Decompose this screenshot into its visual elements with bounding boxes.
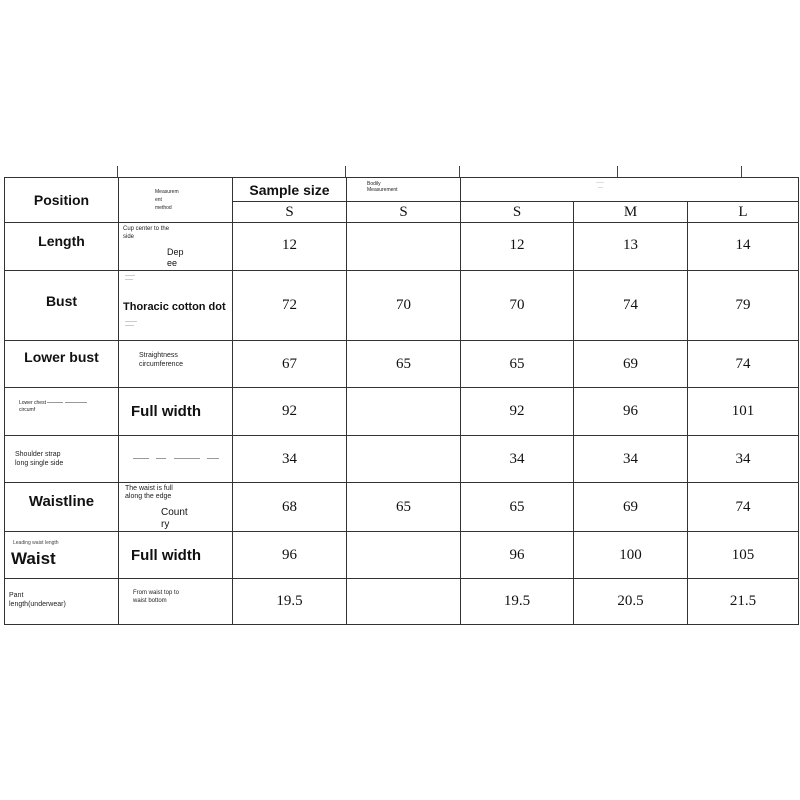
sample-size-header xyxy=(233,178,347,202)
value-cell xyxy=(347,223,461,271)
method-text: Thoracic cotton dot xyxy=(123,300,226,313)
method-extra: Dep ee xyxy=(167,247,184,268)
measure-note-line: ent xyxy=(155,197,162,203)
value-cell xyxy=(347,436,461,483)
position-text: length(underwear) xyxy=(9,601,66,608)
value-cell: 96 xyxy=(574,388,688,436)
method-cell xyxy=(119,223,233,271)
value-cell: 92 xyxy=(461,388,574,436)
position-cell xyxy=(5,483,119,532)
table-row xyxy=(5,436,799,483)
value-cell: 21.5 xyxy=(688,579,799,625)
position-text: Pant xyxy=(9,592,24,599)
value-cell: 74 xyxy=(688,341,799,388)
method-text: waist bottom xyxy=(133,598,167,604)
measure-method-header xyxy=(119,178,233,223)
value-cell: 20.5 xyxy=(574,579,688,625)
value-cell: 65 xyxy=(461,483,574,532)
position-cell xyxy=(5,341,119,388)
size-label: M xyxy=(574,202,688,223)
table-row xyxy=(5,271,799,341)
value-cell: 79 xyxy=(688,271,799,341)
body-measure-note-line: Bodily xyxy=(367,181,381,187)
method-cell xyxy=(119,436,233,483)
method-text: Full width xyxy=(131,403,201,420)
value-cell: 101 xyxy=(688,388,799,436)
value-cell: 12 xyxy=(461,223,574,271)
method-extra: Count ry xyxy=(161,507,188,530)
position-label: Bust xyxy=(45,293,78,309)
position-note: Leading waist length xyxy=(13,540,59,546)
value-cell: 105 xyxy=(688,532,799,579)
size-label: L xyxy=(688,202,799,223)
position-label: Waist xyxy=(11,549,56,568)
position-label: Lower bust xyxy=(24,349,99,365)
position-header xyxy=(5,178,119,223)
position-text: Lower chest xyxy=(19,400,46,406)
value-cell: 70 xyxy=(461,271,574,341)
table-row xyxy=(5,483,799,532)
size-group-header xyxy=(461,178,799,202)
value-cell: 74 xyxy=(688,483,799,532)
position-cell xyxy=(5,436,119,483)
size-label: S xyxy=(347,202,461,223)
table-row xyxy=(5,341,799,388)
position-text-line xyxy=(19,400,118,407)
method-text: side xyxy=(123,234,135,240)
method-cell xyxy=(119,341,233,388)
method-text: circumference xyxy=(139,361,183,368)
dash-mark xyxy=(156,458,166,459)
position-text: Shoulder strap xyxy=(15,451,61,458)
position-text: long single side xyxy=(15,460,64,467)
dash-mark xyxy=(133,458,149,459)
method-cell xyxy=(119,579,233,625)
value-cell: 65 xyxy=(347,483,461,532)
body-measure-header xyxy=(347,178,461,202)
body-measure-note-line: Measurement xyxy=(367,187,398,193)
method-cell xyxy=(119,483,233,532)
table-row xyxy=(5,579,799,625)
sample-size-label: Sample size xyxy=(249,181,330,198)
value-cell: 96 xyxy=(461,532,574,579)
value-cell: 14 xyxy=(688,223,799,271)
value-cell xyxy=(347,532,461,579)
method-text: Full width xyxy=(131,546,201,564)
position-cell xyxy=(5,223,119,271)
table-row xyxy=(5,388,799,436)
value-cell: 34 xyxy=(233,436,347,483)
position-header-label: Position xyxy=(33,192,90,208)
dash-mark xyxy=(207,458,219,459)
method-text: along the edge xyxy=(125,493,172,500)
dash-mark xyxy=(47,402,63,403)
method-text: The waist is full xyxy=(125,485,173,492)
position-label: Length xyxy=(38,233,85,249)
position-cell xyxy=(5,271,119,341)
position-text: circumf xyxy=(19,407,36,413)
position-cell xyxy=(5,579,119,625)
value-cell: 100 xyxy=(574,532,688,579)
table-row xyxy=(5,223,799,271)
method-cell xyxy=(119,271,233,341)
header-row xyxy=(5,178,799,202)
value-cell xyxy=(347,579,461,625)
method-text: From waist top to xyxy=(133,590,180,596)
dash-mark xyxy=(65,402,87,403)
value-cell: 96 xyxy=(233,532,347,579)
value-cell: 72 xyxy=(233,271,347,341)
value-cell: 74 xyxy=(574,271,688,341)
value-cell: 34 xyxy=(688,436,799,483)
size-label: S xyxy=(461,202,574,223)
value-cell: 34 xyxy=(574,436,688,483)
size-chart-table xyxy=(4,177,799,625)
value-cell: 69 xyxy=(574,341,688,388)
measure-note-line: method xyxy=(155,205,172,211)
position-label: Waistline xyxy=(28,493,95,510)
value-cell: 68 xyxy=(233,483,347,532)
value-cell: 65 xyxy=(461,341,574,388)
value-cell: 19.5 xyxy=(233,579,347,625)
value-cell: 19.5 xyxy=(461,579,574,625)
position-cell xyxy=(5,532,119,579)
position-cell xyxy=(5,388,119,436)
value-cell xyxy=(347,388,461,436)
value-cell: 12 xyxy=(233,223,347,271)
method-text: Straightness xyxy=(139,352,178,359)
method-cell xyxy=(119,388,233,436)
dash-mark xyxy=(174,458,200,459)
value-cell: 69 xyxy=(574,483,688,532)
method-cell xyxy=(119,532,233,579)
value-cell: 70 xyxy=(347,271,461,341)
size-label: S xyxy=(233,202,347,223)
value-cell: 67 xyxy=(233,341,347,388)
measure-note-line: Measurem xyxy=(155,189,179,195)
value-cell: 92 xyxy=(233,388,347,436)
method-text: Cup center to the xyxy=(123,226,170,232)
value-cell: 65 xyxy=(347,341,461,388)
table-row xyxy=(5,532,799,579)
value-cell: 34 xyxy=(461,436,574,483)
value-cell: 13 xyxy=(574,223,688,271)
